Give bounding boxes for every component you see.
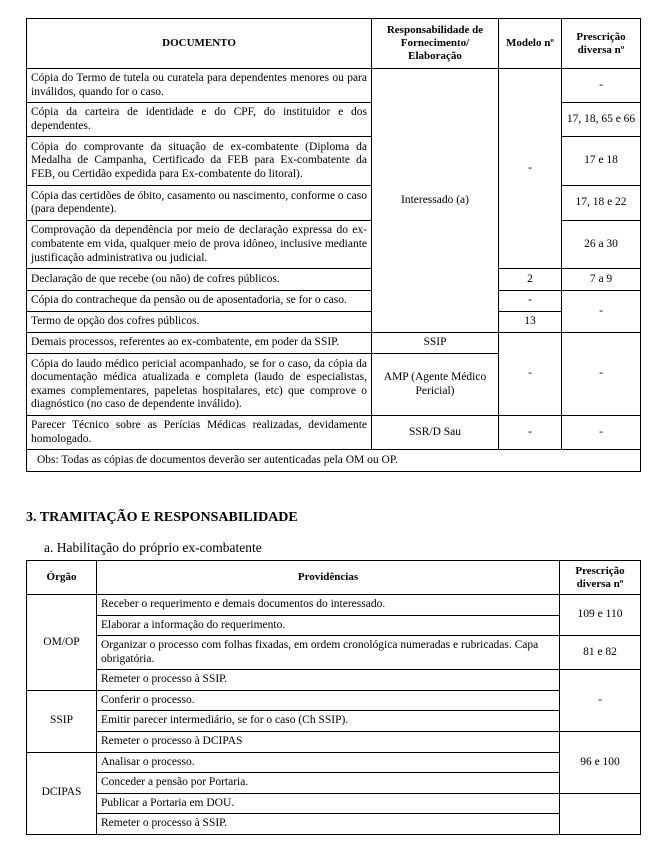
- prescricao-cell: -: [562, 416, 641, 450]
- prescricao-empty-cell: [560, 793, 641, 834]
- modelo-cell: -: [499, 291, 562, 312]
- header-documento: DOCUMENTO: [27, 19, 372, 69]
- responsabilidade-cell: AMP (Agente Médico Pericial): [372, 354, 499, 416]
- document-row: Cópia do laudo médico pericial acompanhado, se for o caso, da cópia da documentação médica atualizada e completa (laudo de especialistas, exames complementares, papeletas hospitalares, etc) que comprove o diagnóstico (no caso de dependente inválido).: [27, 354, 372, 416]
- orgao-cell: OM/OP: [27, 595, 97, 691]
- prescricao-cell: 109 e 110: [560, 595, 641, 636]
- providencia-row: Emitir parecer intermediário, se for o caso (Ch SSIP).: [97, 711, 560, 732]
- section-title: 3. TRAMITAÇÃO E RESPONSABILIDADE: [26, 510, 298, 525]
- providencia-row: Analisar o processo.: [97, 752, 560, 773]
- prescricao-cell: 17 e 18: [562, 137, 641, 186]
- providencia-row: Conferir o processo.: [97, 690, 560, 711]
- document-row: Termo de opção dos cofres públicos.: [27, 312, 372, 333]
- modelo-cell: 2: [499, 269, 562, 291]
- header-prescricao-diversa: Prescrição diversa nº: [560, 561, 641, 595]
- prescricao-cell: -: [562, 69, 641, 103]
- prescricao-cell: -: [560, 670, 641, 732]
- header-responsabilidade: Responsabilidade de Fornecimento/ Elaboração: [372, 19, 499, 69]
- providencia-row: Remeter o processo à DCIPAS: [97, 731, 560, 752]
- prescricao-cell: 7 a 9: [562, 269, 641, 291]
- providencia-row: Remeter o processo à SSIP.: [97, 814, 560, 835]
- providencia-row: Organizar o processo com folhas fixadas, em ordem cronológica numeradas e rubricadas. Capa obrigatória.: [97, 636, 560, 670]
- prescricao-cell: -: [562, 333, 641, 416]
- providencia-row: Receber o requerimento e demais documentos do interessado.: [97, 595, 560, 616]
- orgao-cell: SSIP: [27, 690, 97, 752]
- responsabilidade-cell: SSIP: [372, 333, 499, 354]
- responsabilidade-cell: SSR/D Sau: [372, 416, 499, 450]
- responsabilidade-cell: Interessado (a): [372, 69, 499, 333]
- document-row: Cópia do contracheque da pensão ou de aposentadoria, se for o caso.: [27, 291, 372, 312]
- prescricao-cell: 26 a 30: [562, 221, 641, 269]
- modelo-cell: -: [499, 416, 562, 450]
- procedures-table: [26, 560, 641, 835]
- document-row: Declaração de que recebe (ou não) de cofres públicos.: [27, 269, 372, 291]
- document-row: Cópia das certidões de óbito, casamento ou nascimento, conforme o caso (para dependente).: [27, 186, 372, 221]
- header-orgao: Órgão: [27, 561, 97, 595]
- prescricao-cell: 81 e 82: [560, 636, 641, 670]
- header-modelo: Modelo nº: [499, 19, 562, 69]
- documents-table: [26, 18, 641, 472]
- document-row: Demais processos, referentes ao ex-combatente, em poder da SSIP.: [27, 333, 372, 354]
- prescricao-cell: 17, 18, 65 e 66: [562, 103, 641, 137]
- orgao-cell: DCIPAS: [27, 752, 97, 834]
- providencia-row: Conceder a pensão por Portaria.: [97, 773, 560, 794]
- prescricao-cell: -: [562, 291, 641, 333]
- header-providencias: Providências: [97, 561, 560, 595]
- modelo-cell: -: [499, 333, 562, 416]
- prescricao-cell: 17, 18 e 22: [562, 186, 641, 221]
- header-prescricao: Prescrição diversa nº: [562, 19, 641, 69]
- document-row: Cópia da carteira de identidade e do CPF, do instituidor e dos dependentes.: [27, 103, 372, 137]
- document-row: Comprovação da dependência por meio de declaração expressa do ex-combatente em vida, qualquer meio de prova idôneo, inclusive mediante justificação administrativa ou judicial.: [27, 221, 372, 269]
- providencia-row: Publicar a Portaria em DOU.: [97, 793, 560, 814]
- section-subtitle: a. Habilitação do próprio ex-combatente: [44, 540, 262, 555]
- obs-note: Obs: Todas as cópias de documentos deverão ser autenticadas pela OM ou OP.: [27, 450, 641, 472]
- providencia-row: Elaborar a informação do requerimento.: [97, 615, 560, 636]
- modelo-cell: 13: [499, 312, 562, 333]
- document-row: Parecer Técnico sobre as Perícias Médicas realizadas, devidamente homologado.: [27, 416, 372, 450]
- providencia-row: Remeter o processo à SSIP.: [97, 670, 560, 691]
- document-row: Cópia do Termo de tutela ou curatela para dependentes menores ou para inválidos, quando for o caso.: [27, 69, 372, 103]
- document-row: Cópia do comprovante da situação de ex-combatente (Diploma da Medalha de Campanha, Certificado da FEB para Ex-combatente da FEB, ou Certidão expedida para Ex-combatente do litoral).: [27, 137, 372, 186]
- modelo-cell: -: [499, 69, 562, 269]
- prescricao-cell: 96 e 100: [560, 731, 641, 793]
